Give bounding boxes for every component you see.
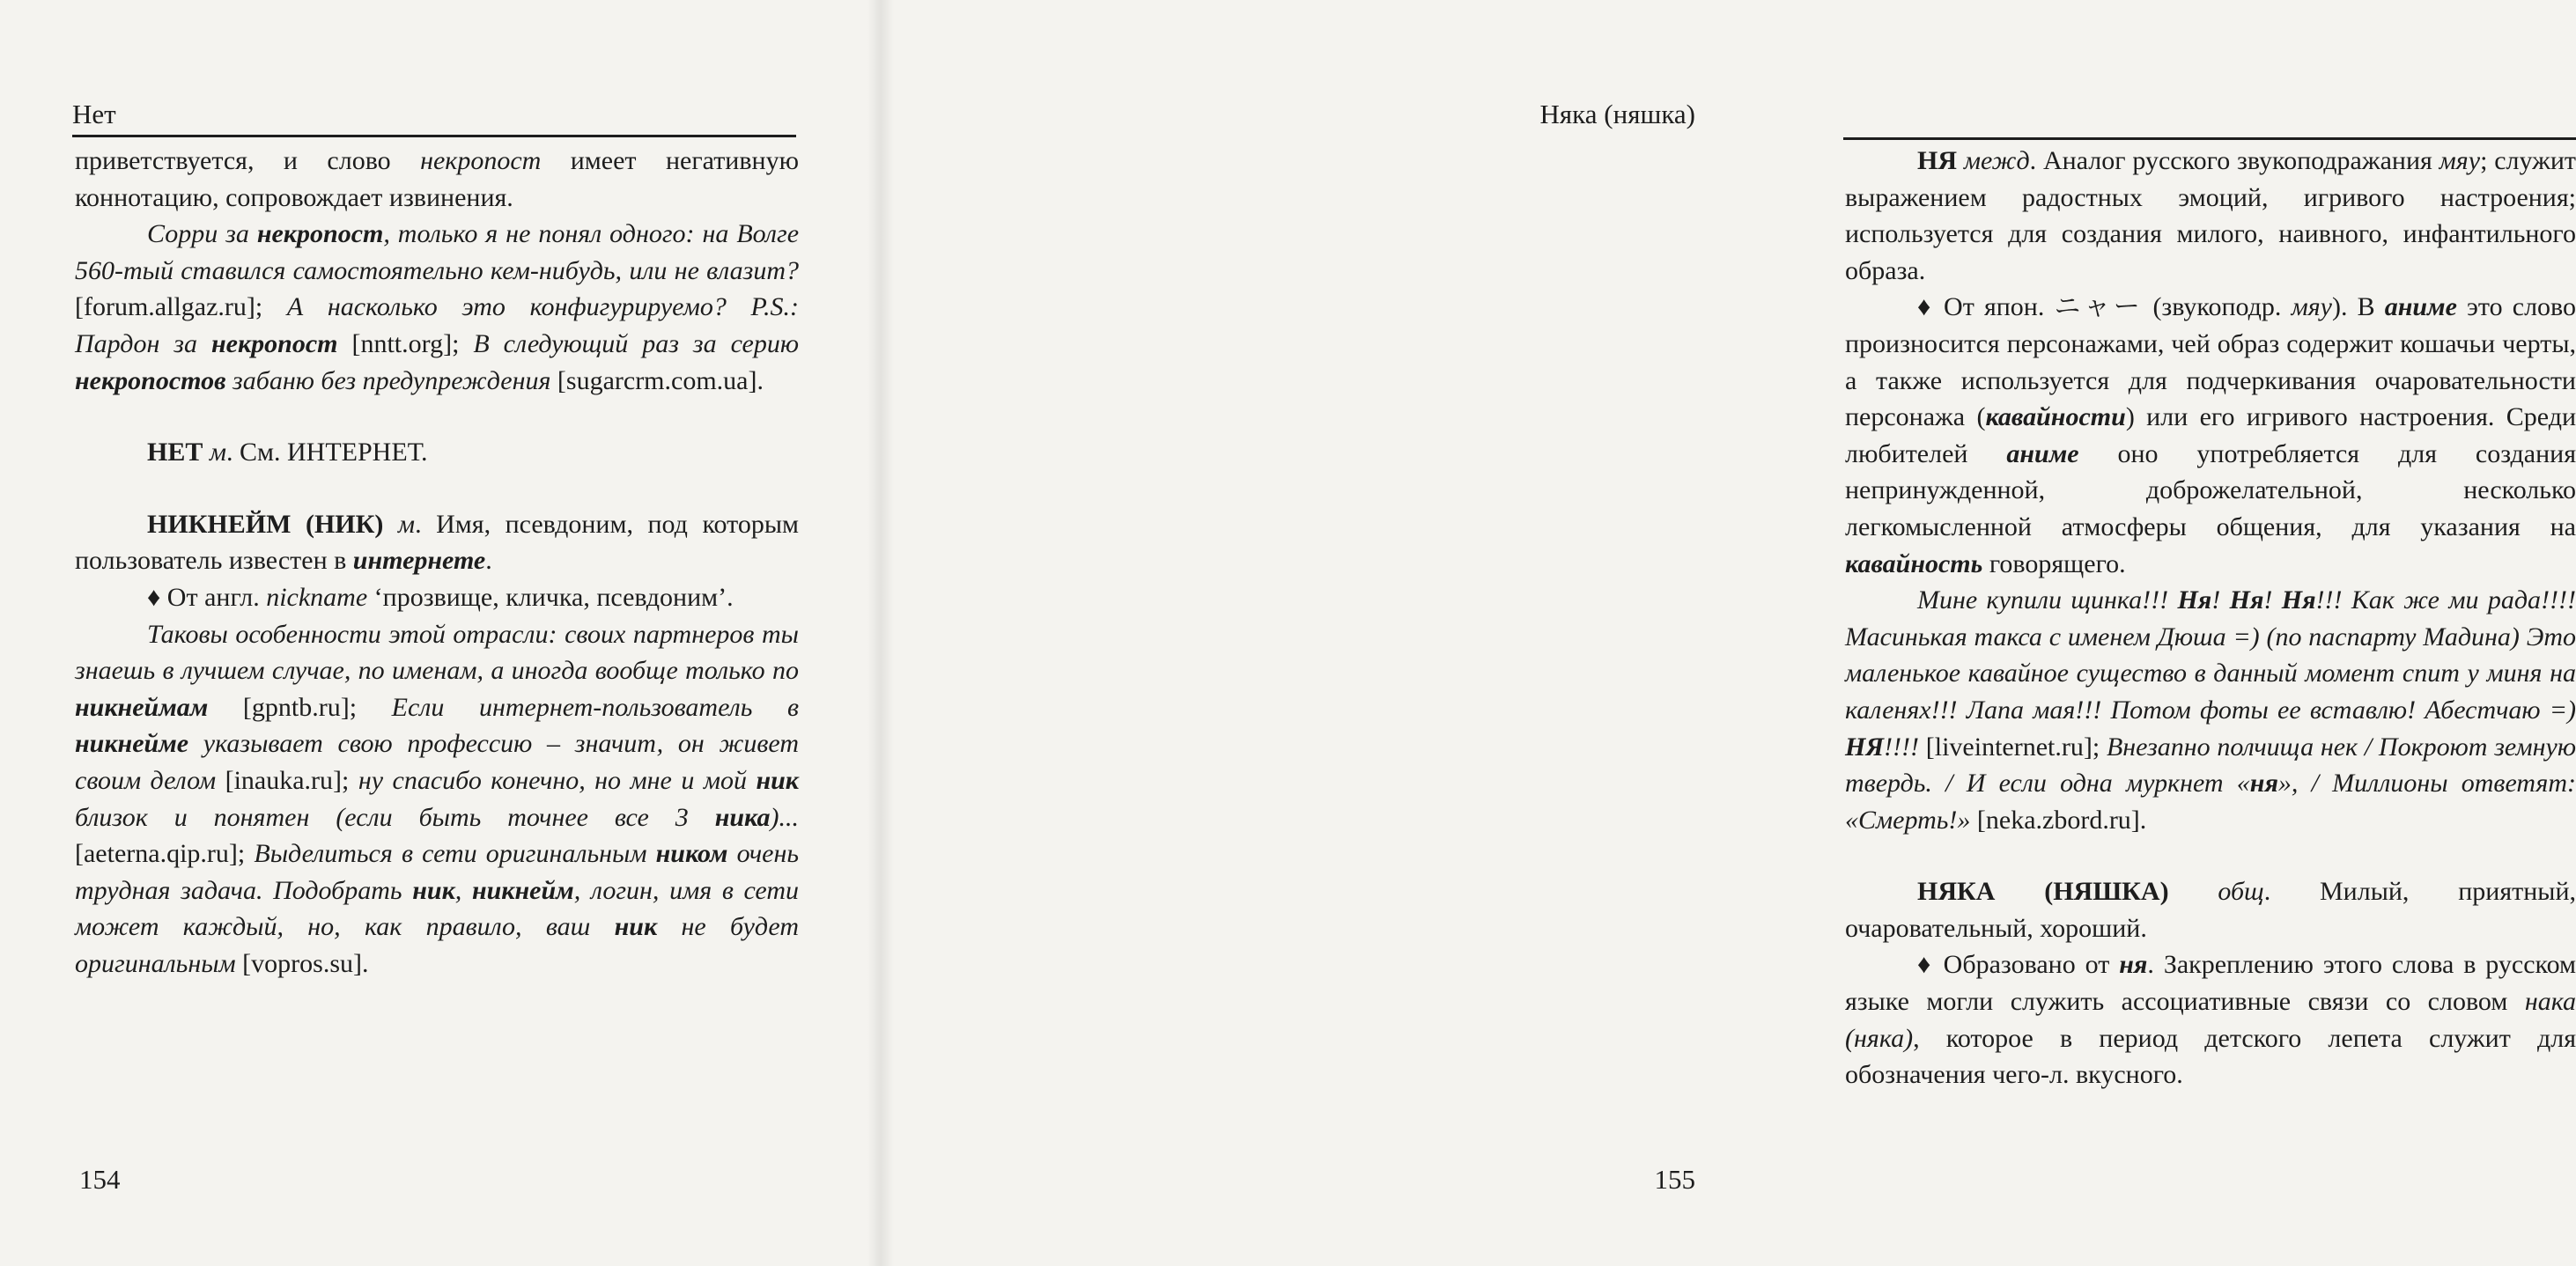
page-text [75, 143, 799, 982]
entry-nya-etymology: ♦ От япон. ニャー (звукоподр. мяу). В аниме это слово произносится персонажами, чей образ содержит кошачьи черты, а также используется для подчеркивания очаровательности персонажа (кавайности) или его игривого настроения. Среди любителей аниме оно употребляется для создания непринужденной, доброжелательной, несколько легкомысленной атмосферы общения, для указания на кавайность говорящего. [1845, 292, 2576, 578]
right-page [881, 0, 2576, 1266]
page-text [1845, 143, 2576, 1093]
entry-nyaka-definition: НЯКА (НЯШКА) общ. Милый, приятный, очаровательный, хороший. [1845, 877, 2576, 943]
entry-nya-examples: Мине купили щинка!!! Ня! Ня! Ня!!! Как же ми рада!!!! Масинькая такса с именем Дюша =) (по паспарту Мадина) Это маленькое кавайное существо в данный момент спит у миня на каленях!!! Лапа мая!!! Потом фоты ее вставлю! Абестчаю =) НЯ!!!! [liveinternet.ru]; Внезапно полчища нек / Покроют земную твердь. / И если одна муркнет «ня», / Миллионы ответят: «Смерть!» [neka.zbord.ru]. [1845, 585, 2576, 835]
entry-nickname-etymology: ♦ От англ. nickname ‘прозвище, кличка, псевдоним’. [147, 582, 734, 612]
continued-text: приветствуется, и слово некропост имеет негативную коннотацию, сопровождает извинения. [75, 146, 799, 212]
running-head: Нет [72, 99, 116, 129]
left-page [0, 0, 881, 1266]
page-number: 154 [79, 1164, 121, 1195]
header-rule [72, 135, 796, 137]
page-number: 155 [1654, 1164, 1695, 1195]
running-head: Няка (няшка) [1539, 99, 1695, 129]
entry-net: НЕТ м. См. ИНТЕРНЕТ. [147, 438, 428, 467]
header-rule [1843, 137, 2576, 140]
entry-nyaka-etymology: ♦ Образовано от ня. Закреплению этого слова в русском языке могли служить ассоциативные связи со словом нака (няка), которое в период детского лепета служит для обозначения чего-л. вкусного. [1845, 950, 2576, 1090]
entry-nickname-examples: Таковы особенности этой отрасли: своих партнеров ты знаешь в лучшем случае, по именам, а иногда вообще только по никнеймам [gpntb.ru]; Если интернет-пользователь в никнейме указывает свою профессию – значит, он живет своим делом [inauka.ru]; ну спасибо конечно, но мне и мой ник близок и понятен (если быть точнее все 3 ника)... [aeterna.qip.ru]; Выделиться в сети оригинальным ником очень трудная задача. Подобрать ник, никнейм, логин, имя в сети может каждый, но, как правило, ваш ник не будет оригинальным [vopros.su]. [75, 619, 800, 978]
entry-nickname-definition: НИКНЕЙМ (НИК) м. Имя, псевдоним, под которым пользователь известен в интернете. [75, 509, 799, 576]
continued-examples: Сорри за некропост, только я не понял одного: на Волге 560-тый ставился самостоятельно кем-нибудь, или не влазит? [forum.allgaz.ru]; А насколько это конфигурируемо? P.S.: Пардон за некропост [nntt.org]; В следующий раз за серию некропостов забаню без предупреждения [sugarcrm.com.ua]. [75, 219, 800, 395]
entry-nya-definition: НЯ межд. Аналог русского звукоподражания мяу; служит выражением радостных эмоций, игривого настроения; используется для создания милого, наивного, инфантильного образа. [1845, 146, 2576, 285]
